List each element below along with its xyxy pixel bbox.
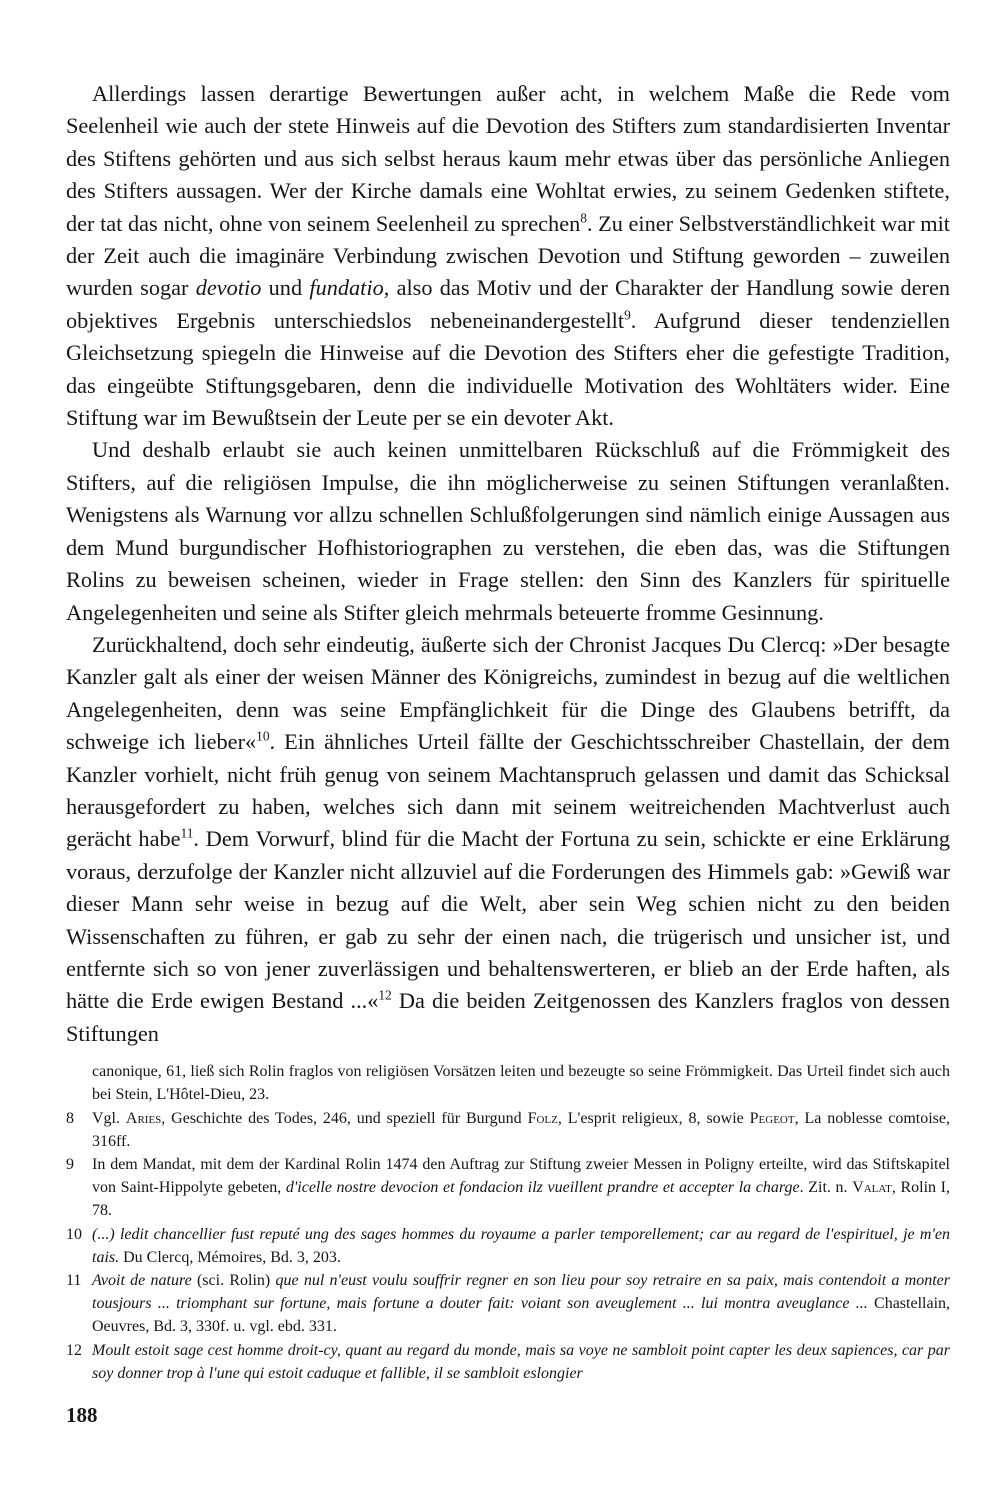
footnote-8-text-a: Vgl.	[92, 1109, 126, 1127]
footnote-number: 11	[66, 1272, 82, 1290]
footnote-10-text-b: Du Clercq, Mémoires, Bd. 3, 203.	[119, 1248, 341, 1266]
footnote-text	[92, 1339, 950, 1385]
author-pegeot: Pegeot	[749, 1109, 795, 1127]
footnote-11-quote-2: que nul n'eust voulu souffrir regner en son lieu pour soy retraire en sa paix, mais contendoit a monter tousjours ... triomphant sur fortune, mais fortune a douter fait: voiant son aveuglement ... lui montra aveuglance ...	[92, 1272, 951, 1313]
footnote-8	[66, 1107, 950, 1153]
author-valat: Valat	[852, 1179, 892, 1197]
footnote-11-text-b: Chastellain, Oeuvres, Bd. 3, 330f. u. vgl. ebd. 331.	[92, 1295, 951, 1336]
footnote-ref-10: 10	[256, 728, 270, 744]
term-devotio: devotio	[195, 275, 262, 301]
footnote-10	[66, 1223, 950, 1269]
footnote-9	[66, 1153, 950, 1223]
paragraph-3-text-a: Zurückhaltend, doch sehr eindeutig, äußerte sich der Chronist Jacques Du Clercq: »Der besagte Kanzler galt als einer der weisen Männer des Königreichs, zumindest in bezug auf die weltlichen Angelegenheiten, denn was seine Empfänglichkeit für die Dinge des Glaubens betrifft, da schweige ich lieber«	[66, 631, 950, 755]
paragraph-2: Und deshalb erlaubt sie auch keinen unmittelbaren Rückschluß auf die Frömmigkeit des Stifters, auf die religiösen Impulse, die ihn möglicherweise zu seinen Stiftungen veranlaßten. Wenigstens als Warnung vor allzu schnellen Schlußfolgerungen sind nämlich einige Aussagen aus dem Mund burgundischer Hofhistoriographen zu verstehen, die eben das, was die Stiftungen Rolins zu beweisen scheinen, wieder in Frage stellen: den Sinn des Kanzlers für spirituelle Angelegenheiten und seine als Stifter gleich mehrmals beteuerte fromme Gesinnung.	[66, 437, 950, 625]
footnote-9-text-a: In dem Mandat, mit dem der Kardinal Rolin 1474 den Auftrag zur Stiftung zweier Messen in Poligny erteilte, wird das Stiftskapitel von Saint-Hippolyte gebeten,	[92, 1156, 950, 1197]
footnote-8-text-d: , La noblesse comtoise, 316ff.	[92, 1109, 950, 1150]
footnote-8-text-b: , Geschichte des Todes, 246, und speziell für Burgund	[161, 1109, 528, 1127]
paragraph-3-text-d: Da die beiden Zeitgenossen des Kanzlers fraglos von dessen Stiftungen	[66, 988, 951, 1046]
footnotes	[66, 1060, 950, 1385]
footnote-9-text-b: . Zit. n.	[799, 1179, 853, 1197]
footnote-8-text-c: , L'esprit religieux, 8, sowie	[557, 1109, 750, 1127]
footnote-ref-11: 11	[180, 825, 194, 841]
footnote-ref-9: 9	[624, 307, 631, 323]
author-folz: Folz	[527, 1109, 558, 1127]
paragraph-3	[66, 629, 950, 1050]
paragraph-3-text-c: . Dem Vorwurf, blind für die Macht der Fortuna zu sein, schickte er eine Erklärung voraus, derzufolge der Kanzler nicht allzuviel auf die Forderungen des Himmels gab: »Gewiß war dieser Mann sehr weise in bezug auf die Welt, aber sein Weg schien nicht zu den beiden Wissenschaften zu führen, er gab zu sehr der einen nach, die trügerisch und unsicher ist, und entfernte sich so von jener zuverlässigen und behaltenswerteren, er blieb an der Erde haften, als hätte die Erde ewigen Bestand ...«	[66, 826, 950, 1014]
paragraph-1	[66, 78, 950, 434]
footnote-continuation	[66, 1060, 950, 1106]
footnote-text	[92, 1107, 950, 1153]
footnote-number: 12	[66, 1341, 82, 1359]
footnote-ref-8: 8	[580, 210, 587, 226]
footnote-10-quote: (...) ledit chancellier fust reputé ung des sages hommes du royaume a parler temporellement; car au regard de l'espirituel, je m'en tais.	[92, 1225, 950, 1266]
footnote-number: 10	[66, 1225, 82, 1243]
paragraph-1-text-a: Allerdings lassen derartige Bewertungen außer acht, in welchem Maße die Rede vom Seelenheil wie auch der stete Hinweis auf die Devotion des Stifters zum standardisierten Inventar des Stiftens gehörten und aus sich selbst heraus kaum mehr etwas über das persönliche Anliegen des Stifters aussagen. Wer der Kirche damals eine Wohltat erwies, zu seinem Gedenken stiftete, der tat das nicht, ohne von seinem Seelenheil zu sprechen	[66, 81, 950, 236]
author-aries: Aries	[125, 1109, 162, 1127]
paragraph-1-text-e: . Aufgrund dieser tendenziellen Gleichsetzung spiegeln die Hinweise auf die Devotion des Stifters eher die gefestigte Tradition, das eingeübte Stiftungsgebaren, denn die individuelle Motivation des Wohltäters wider. Eine Stiftung war im Bewußtsein der Leute per se ein devoter Akt.	[66, 307, 951, 431]
footnote-text	[92, 1223, 950, 1269]
footnote-12	[66, 1339, 950, 1385]
footnote-number: 8	[66, 1109, 74, 1127]
body-text	[66, 78, 950, 1050]
footnote-9-quote: d'icelle nostre devocion et fondacion ilz vueillent prandre et accepter la charge	[285, 1179, 800, 1197]
footnote-11-text-a: (sci. Rolin)	[191, 1272, 276, 1290]
footnote-text	[92, 1269, 950, 1339]
term-fundatio: fundatio	[309, 275, 384, 301]
footnote-ref-12: 12	[378, 987, 392, 1003]
footnote-number: 9	[66, 1156, 74, 1173]
footnote-12-quote: Moult estoit sage cest homme droit-cy, quant au regard du monde, mais sa voye ne sambloit point capter les deux sapiences, car par soy donner trop à l'une qui estoit caduque et fallible, il se sambloit eslongier	[92, 1341, 950, 1382]
paragraph-1-text-d: , also das Motiv und der Charakter der Handlung sowie deren objektives Ergebnis unterschiedslos nebeneinandergestellt	[66, 275, 950, 333]
footnote-text	[92, 1153, 950, 1223]
page-content	[66, 78, 950, 1385]
footnote-11-quote-1: Avoit de nature	[92, 1272, 192, 1290]
footnote-11	[66, 1269, 950, 1339]
paragraph-3-text-b: . Ein ähnliches Urteil fällte der Geschichtsschreiber Chastellain, der dem Kanzler vorhielt, nicht früh genug von seinem Machtanspruch gelassen und damit das Schicksal herausgefordert zu haben, welches sich dann mit seinem weitreichenden Machtverlust auch gerächt habe	[66, 729, 950, 852]
paragraph-1-text-b: . Zu einer Selbstverständlichkeit war mit der Zeit auch die imaginäre Verbindung zwischen Devotion und Stiftung geworden – zuweilen wurden sogar	[66, 210, 950, 301]
footnote-9-text-c: , Rolin I, 78.	[92, 1179, 951, 1220]
footnote-continuation-text: canonique, 61, ließ sich Rolin fraglos von religiösen Vorsätzen leiten und bezeugte so seine Frömmigkeit. Das Urteil findet sich auch bei Stein, L'Hôtel-Dieu, 23.	[92, 1063, 950, 1104]
page-number: 188	[66, 1403, 98, 1427]
paragraph-1-text-c: und	[261, 275, 310, 301]
